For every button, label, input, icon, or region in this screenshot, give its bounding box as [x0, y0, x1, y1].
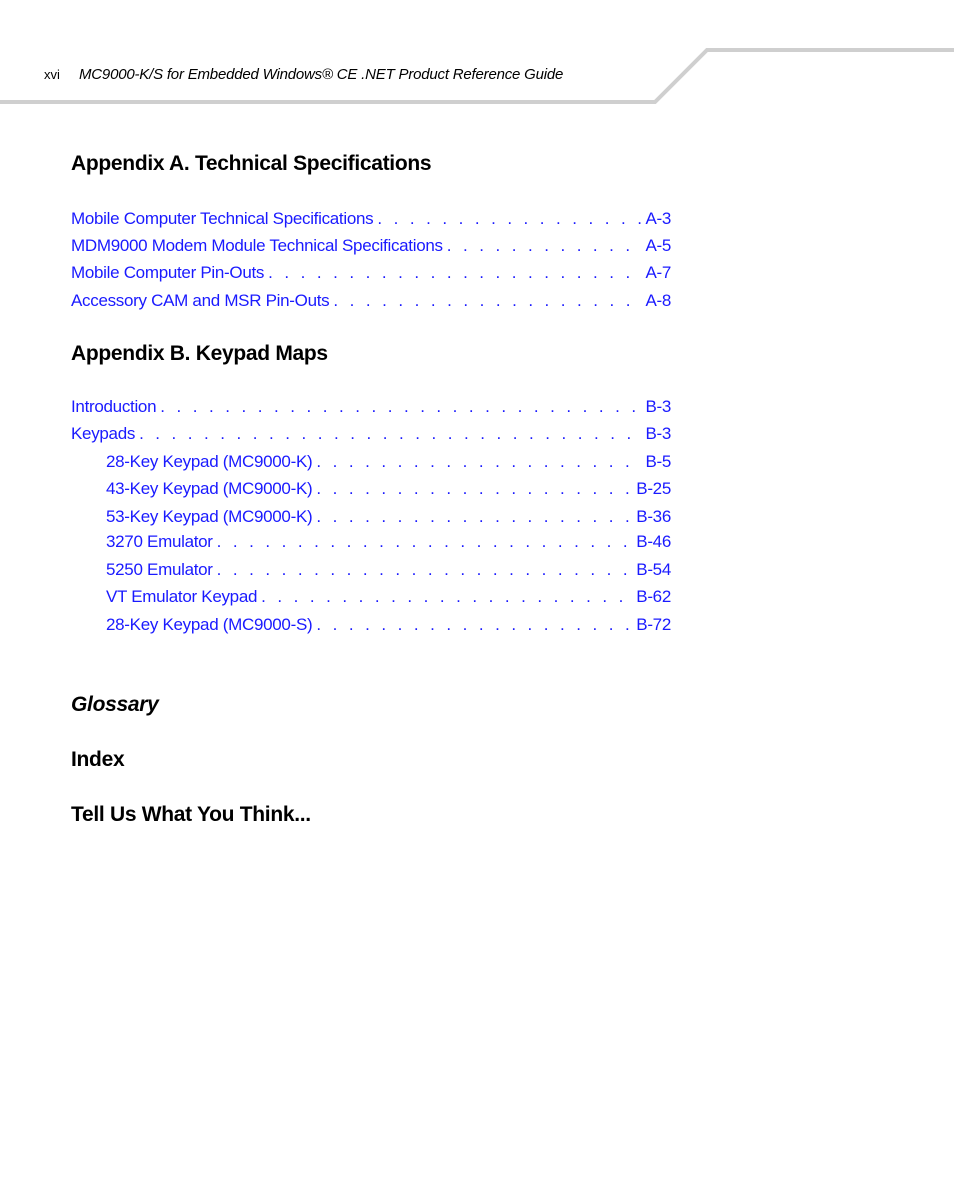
toc-entry-mobile-computer-pin-outs[interactable] [71, 263, 671, 283]
dot-leader [217, 560, 633, 580]
toc-entry-label: 3270 Emulator [106, 532, 213, 551]
toc-entry-53-key-keypad-k[interactable] [106, 507, 671, 527]
toc-entry-28-key-keypad-s[interactable] [106, 615, 671, 635]
glossary-section [71, 693, 671, 717]
toc-entry-label: Introduction [71, 397, 157, 416]
toc-entry-keypads[interactable] [71, 424, 671, 444]
toc-entry-label: MDM9000 Modem Module Technical Specifications [71, 236, 443, 255]
dot-leader [447, 236, 642, 256]
toc-entry-page: B-46 [636, 532, 671, 551]
toc-entry-mdm9000-modem-module-specifications[interactable] [71, 236, 671, 256]
toc-entry-label: 28-Key Keypad (MC9000-K) [106, 452, 313, 471]
toc-entry-accessory-cam-msr-pin-outs[interactable] [71, 291, 671, 311]
feedback-heading[interactable]: Tell Us What You Think... [71, 803, 311, 826]
appendix-a-section [71, 152, 671, 176]
toc-entry-page: B-5 [645, 452, 671, 471]
toc-entry-5250-emulator[interactable] [106, 560, 671, 580]
dot-leader [160, 397, 641, 417]
toc-entry-28-key-keypad-k[interactable] [106, 452, 671, 472]
toc-entry-label: 43-Key Keypad (MC9000-K) [106, 479, 313, 498]
dot-leader [377, 209, 641, 229]
running-title: MC9000-K/S for Embedded Windows® CE .NET Product Reference Guide [79, 66, 564, 83]
toc-entry-label: 53-Key Keypad (MC9000-K) [106, 507, 313, 526]
dot-leader [268, 263, 641, 283]
toc-entry-label: Mobile Computer Pin-Outs [71, 263, 265, 282]
toc-entry-page: B-62 [636, 587, 671, 606]
toc-entry-page: B-72 [636, 615, 671, 634]
appendix-b-section [71, 342, 671, 366]
toc-entry-label: VT Emulator Keypad [106, 587, 258, 606]
dot-leader [316, 507, 632, 527]
toc-entry-page: B-36 [636, 507, 671, 526]
dot-leader [316, 615, 632, 635]
toc-entry-page: B-3 [645, 424, 671, 443]
dot-leader [217, 532, 633, 552]
toc-entry-page: B-54 [636, 560, 671, 579]
toc-entry-page: B-3 [645, 397, 671, 416]
toc-entry-label: 5250 Emulator [106, 560, 213, 579]
toc-entry-vt-emulator-keypad[interactable] [106, 587, 671, 607]
dot-leader [333, 291, 641, 311]
dot-leader [261, 587, 632, 607]
toc-entry-3270-emulator[interactable] [106, 532, 671, 552]
page-number: xvi [44, 67, 60, 82]
dot-leader [139, 424, 641, 444]
toc-entry-page: A-3 [645, 209, 671, 228]
toc-entry-mobile-computer-technical-specifications[interactable] [71, 209, 671, 229]
index-heading[interactable]: Index [71, 748, 125, 771]
index-section [71, 748, 671, 772]
toc-entry-label: Mobile Computer Technical Specifications [71, 209, 374, 228]
feedback-section [71, 803, 671, 827]
toc-entry-label: 28-Key Keypad (MC9000-S) [106, 615, 313, 634]
toc-entry-43-key-keypad-k[interactable] [106, 479, 671, 499]
toc-entry-page: A-7 [645, 263, 671, 282]
glossary-heading[interactable]: Glossary [71, 693, 159, 716]
dot-leader [316, 452, 641, 472]
toc-entry-page: B-25 [636, 479, 671, 498]
toc-entry-page: A-5 [645, 236, 671, 255]
appendix-a-heading: Appendix A. Technical Specifications [71, 152, 432, 175]
toc-entry-introduction[interactable] [71, 397, 671, 417]
toc-entry-label: Keypads [71, 424, 136, 443]
toc-entry-page: A-8 [645, 291, 671, 310]
dot-leader [316, 479, 632, 499]
header-rule [0, 0, 954, 110]
appendix-b-heading: Appendix B. Keypad Maps [71, 342, 328, 365]
toc-entry-label: Accessory CAM and MSR Pin-Outs [71, 291, 330, 310]
